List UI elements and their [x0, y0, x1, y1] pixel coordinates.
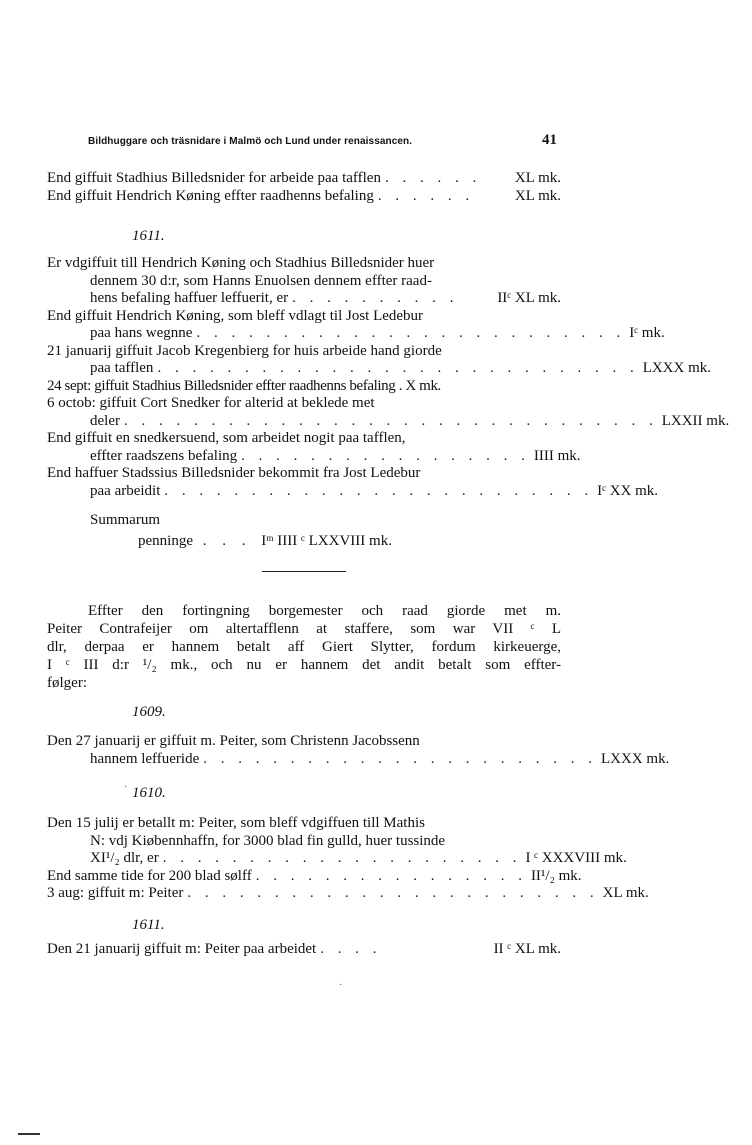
summary-word: penninge — [138, 533, 193, 549]
leader-dots: . . . . . . — [384, 170, 482, 186]
leader-dots: . . . . . . . . . . . . . . . . . . . . . . . . . . . . . . . — [123, 412, 658, 429]
leader-dots: . . . . . . . . . . . . . . . . . . . . . . . . . — [164, 482, 594, 499]
paragraph-line: dlr, derpaa er hannem betalt aff Giert Slytter, fordum kirkeuerge, — [47, 639, 561, 655]
leader-dots: . . . . . . — [377, 187, 475, 204]
entry-line: End giffuit Hendrich Køning, som bleff vdlagt til Jost Ledebur — [47, 307, 424, 324]
entry-line: N: vdj Kiøbennhaffn, for 3000 blad fin gulld, huer tussinde — [90, 832, 446, 849]
entry-text: effter raadszens befaling — [90, 447, 238, 464]
entry-amount: I ᶜ XXXVIII mk. — [525, 850, 627, 866]
leader-dots: . . . . . . . . . . . . . . . . . . . . . . . . . . . . — [157, 360, 639, 376]
year-heading: 1611. — [132, 917, 165, 933]
leader-dots: . . . . . . . . . . — [292, 290, 459, 306]
entry-line: 24 sept: giffuit Stadhius Billedsnider effter raadhenns befaling . X mk. — [47, 377, 441, 394]
account-line — [47, 447, 581, 466]
section-divider — [262, 571, 346, 572]
page-number: 41 — [542, 132, 557, 148]
entry-text: hannem leffueride — [90, 750, 200, 767]
entry-amount: XL mk. — [514, 170, 561, 186]
leader-dots: . . . . — [320, 941, 382, 957]
account-line — [47, 325, 665, 343]
print-speck: · — [339, 980, 343, 991]
paragraph-line: følger: — [47, 675, 87, 691]
scan-mark — [18, 1133, 40, 1135]
account-block-2 — [47, 255, 730, 500]
year-heading: 1610. — [132, 785, 166, 801]
entry-text: 3 aug: giffuit m: Peiter — [47, 885, 184, 901]
entry-text: deler — [90, 412, 120, 429]
account-block-1 — [47, 170, 561, 205]
entry-amount: IIII mk. — [533, 447, 581, 464]
paragraph-line: Effter den fortingning borgemester och raad giorde met m. — [88, 603, 561, 619]
account-line — [47, 290, 561, 308]
entry-text: XI¹/₂ dlr, er — [90, 850, 159, 866]
account-line — [47, 360, 712, 378]
account-block-3 — [47, 733, 670, 768]
entry-text: End giffuit Hendrich Køning effter raadhenns befaling — [47, 187, 374, 204]
running-header: Bildhuggare och träsnidare i Malmö och Lund under renaissancen. — [88, 136, 413, 147]
entry-amount: IIᶜ XL mk. — [497, 290, 561, 306]
entry-amount: LXXII mk. — [661, 412, 730, 429]
account-line — [47, 867, 582, 886]
entry-amount: II ᶜ XL mk. — [493, 941, 561, 957]
account-block-5 — [47, 941, 561, 959]
account-line — [47, 885, 649, 903]
account-line — [47, 750, 670, 769]
entry-amount: Iᶜ mk. — [629, 325, 665, 341]
entry-amount: XL mk. — [514, 187, 561, 204]
entry-line: End giffuit en snedkersuend, som arbeidet nogit paa tafflen, — [47, 430, 406, 446]
entry-line: 6 octob: giffuit Cort Snedker for alterid at beklede met — [47, 395, 375, 411]
intro-paragraph — [47, 602, 561, 692]
entry-amount: II¹/₂ mk. — [530, 867, 582, 884]
account-line — [47, 170, 561, 188]
leader-dots: . . . . . . . . . . . . . . . . . . . . . . . — [203, 750, 598, 767]
entry-line: Den 27 januarij er giffuit m. Peiter, som Christenn Jacobssenn — [47, 733, 420, 749]
entry-line: Er vdgiffuit till Hendrich Køning och Stadhius Billedsnider huer — [47, 255, 435, 271]
entry-amount: LXXX mk. — [601, 750, 670, 767]
entry-amount: Iᶜ XX mk. — [597, 482, 659, 499]
entry-text: End giffuit Stadhius Billedsnider for arbeide paa tafflen — [47, 170, 381, 186]
entry-text: Den 21 januarij giffuit m: Peiter paa arbeidet — [47, 941, 317, 957]
entry-line: End haffuer Stadssius Billedsnider bekommit fra Jost Ledebur — [47, 465, 421, 481]
account-line — [47, 941, 561, 959]
account-line — [47, 850, 627, 868]
leader-dots: . . . . . . . . . . . . . . . . . . . . . — [162, 850, 522, 866]
entry-text: paa tafflen — [90, 360, 154, 376]
entry-amount: XL mk. — [602, 885, 649, 901]
entry-line: 21 januarij giffuit Jacob Kregenbierg for huis arbeide hand giorde — [47, 342, 442, 359]
entry-text: paa arbeidit — [90, 482, 161, 499]
entry-text: hens befaling haffuer leffuerit, er — [90, 290, 289, 306]
leader-dots: . . . . . . . . . . . . . . . . — [255, 867, 527, 884]
entry-text: End samme tide for 200 blad sølff — [47, 867, 252, 884]
summary-label: Summarum — [90, 512, 160, 528]
account-line — [47, 482, 659, 501]
paragraph-line: I ᶜ III d:r ¹/₂ mk., och nu er hannem det andit betalt som effter- — [47, 657, 561, 673]
summary-line — [138, 533, 392, 550]
account-block-4 — [47, 815, 649, 903]
leader-dots: . . . . . . . . . . . . . . . . . — [241, 447, 530, 464]
leader-dots: . . . . . . . . . . . . . . . . . . . . . . . . . — [196, 325, 626, 341]
paragraph-line: Peiter Contrafeijer om altertafflenn at staffere, som war VII ᶜ L — [47, 621, 561, 637]
entry-line: dennem 30 d:r, som Hanns Enuolsen dennem effter raad- — [90, 272, 432, 289]
year-heading: 1609. — [132, 704, 166, 720]
leader-dots: . . . . . . . . . . . . . . . . . . . . . . . . — [187, 885, 599, 901]
entry-amount: LXXX mk. — [642, 360, 712, 376]
account-line — [47, 188, 561, 206]
summary-amount: Iᵐ IIII ᶜ LXXVIII mk. — [261, 533, 392, 549]
print-speck: · — [124, 782, 128, 793]
year-heading: 1611. — [132, 228, 165, 244]
entry-line: Den 15 julij er betallt m: Peiter, som bleff vdgiffuen till Mathis — [47, 815, 425, 831]
leader-dots: . . . — [202, 533, 252, 549]
entry-text: paa hans wegnne — [90, 325, 193, 341]
account-line — [47, 412, 730, 431]
